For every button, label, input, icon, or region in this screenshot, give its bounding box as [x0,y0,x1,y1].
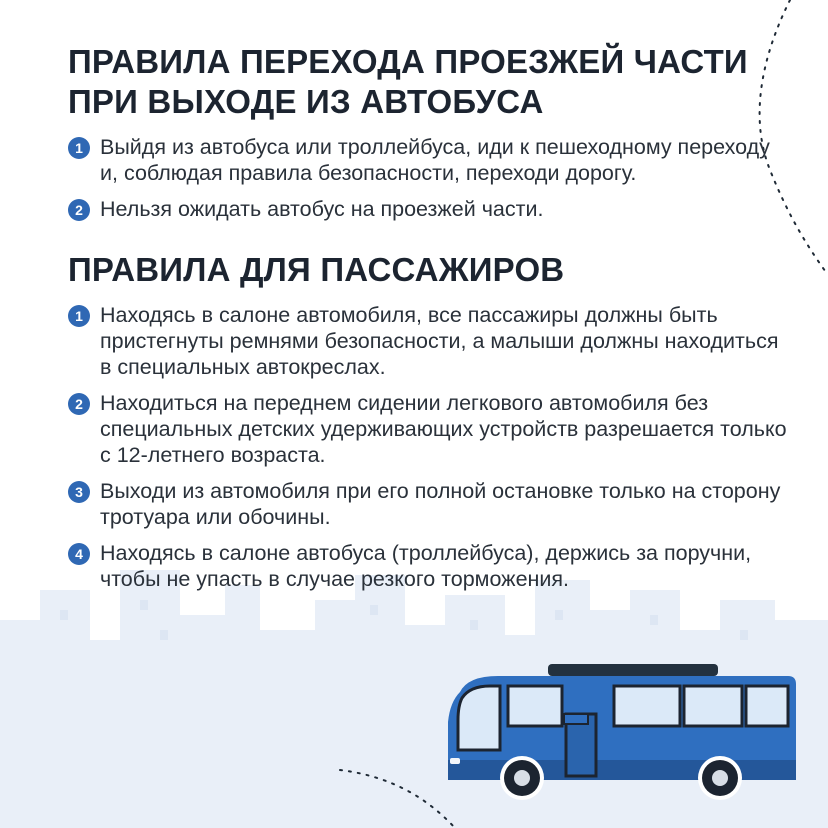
number-badge-icon: 1 [68,137,90,159]
list-item [68,196,808,222]
bus-windshield [458,686,500,750]
list-item [68,478,790,530]
section1-title-line2: ПРИ ВЫХОДЕ ИЗ АВТОБУСА [68,83,544,120]
bus-window [684,686,742,726]
list-item [68,390,800,468]
section2-title: ПРАВИЛА ДЛЯ ПАССАЖИРОВ [68,251,565,288]
bus-window [746,686,788,726]
bus-headlight [450,758,460,764]
section1-title [68,42,808,122]
list-item-text: Выходи из автомобиля при его полной остановке только на сторону тротуара или обочины. [100,479,781,529]
bus-window [614,686,680,726]
bus-illustration [438,662,798,802]
bus-wheel-front [500,756,544,800]
list-item [68,540,800,592]
list-item-text: Выйдя из автобуса или троллейбуса, иди к пешеходному переходу и, соблюдая правила безопасности, переходи дорогу. [100,135,770,185]
list-item-text: Находиться на переднем сидении легкового автомобиля без специальных детских удерживающих устройств разрешается только с 12-летнего возраста. [100,391,787,467]
section2-list [68,302,808,592]
number-badge-icon: 2 [68,393,90,415]
list-item-text: Находясь в салоне автомобиля, все пассажиры должны быть пристегнуты ремнями безопасности, а малыши должны находиться в специальных автокреслах. [100,303,779,379]
number-badge-icon: 4 [68,543,90,565]
list-item [68,134,780,186]
bus-door-panel [564,714,588,724]
bus-wheel-rear [698,756,742,800]
list-item-text: Нельзя ожидать автобус на проезжей части. [100,197,544,221]
number-badge-icon: 3 [68,481,90,503]
bus-window [508,686,562,726]
section1-list [68,134,808,222]
bus-roof-unit [548,664,718,676]
list-item-text: Находясь в салоне автобуса (троллейбуса), держись за поручни, чтобы не упасть в случае резкого торможения. [100,541,752,591]
number-badge-icon: 2 [68,199,90,221]
content-area [68,42,808,602]
section1-title-line1: ПРАВИЛА ПЕРЕХОДА ПРОЕЗЖЕЙ ЧАСТИ [68,43,748,80]
number-badge-icon: 1 [68,305,90,327]
list-item [68,302,790,380]
